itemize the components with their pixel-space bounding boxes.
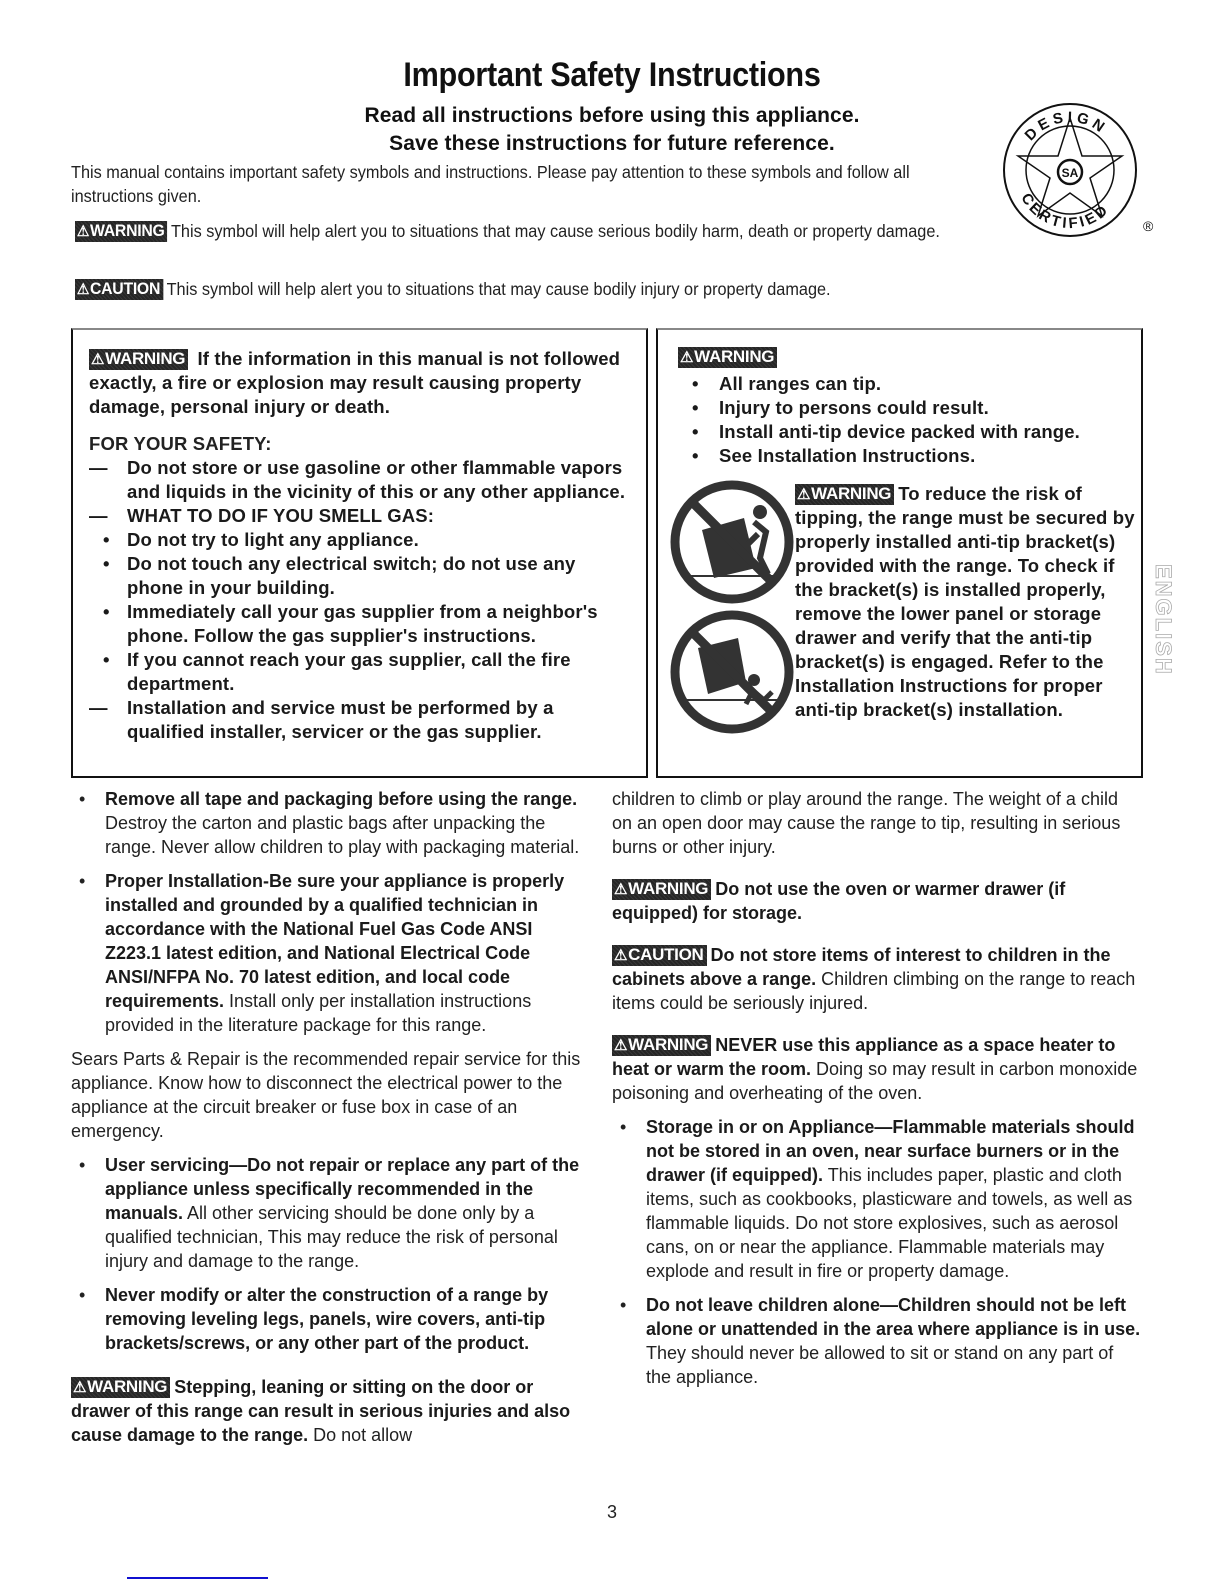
list-item-proper-installation: • Proper Installation-Be sure your appliance is properly installed and grounded by a qualified technician in accordance with the National Fuel Gas Code ANSI Z223.1 latest edition, and National Electrical Code ANSI/NFPA No. 70 latest edition, and local code requirements. Install only per installation instructions provided in the literature package for this range. <box>79 871 565 1035</box>
warning-badge: ⚠WARNING <box>612 879 711 900</box>
for-your-safety-heading: FOR YOUR SAFETY: <box>89 433 272 454</box>
warning-badge: ⚠WARNING <box>89 349 188 370</box>
warning-triangle-icon: ⚠ <box>76 223 90 240</box>
language-tab-english: ENGLISH <box>1151 564 1176 676</box>
stepping-warning: ⚠WARNING Stepping, leaning or sitting on the door or drawer of this range can result in serious injuries and also cause damage to the range. Do not allow <box>71 1377 571 1445</box>
subtitle-save: Save these instructions for future reference. <box>389 132 835 155</box>
list-item-never-modify: • Never modify or alter the construction of a range by removing leveling legs, panels, wire covers, anti-tip brackets/screws, or any other part of the product. <box>79 1285 549 1353</box>
list-item: • See Installation Instructions. <box>692 445 976 466</box>
warning-badge: ⚠WARNING <box>71 1377 170 1398</box>
list-item: • Do not try to light any appliance. <box>103 529 419 550</box>
design-certified-star-icon <box>998 98 1158 248</box>
warning-triangle-icon: ⚠ <box>614 947 628 964</box>
left-column <box>71 787 591 1447</box>
svg-text:®: ® <box>1143 218 1154 234</box>
page-number: 3 <box>606 1502 617 1522</box>
caution-badge: ⚠CAUTION <box>612 945 707 966</box>
list-item: • Immediately call your gas supplier from a neighbor's phone. Follow the gas supplier's instructions. <box>103 601 598 646</box>
list-item-remove-packaging: • Remove all tape and packaging before using the range. Destroy the carton and plastic bags after unpacking the range. Never allow children to play with packaging material. <box>79 789 580 857</box>
list-item-children-alone: • Do not leave children alone—Children should not be left alone or unattended in the area where appliance is in use. They should never be allowed to sit or stand on any part of the appliance. <box>620 1295 1141 1387</box>
list-item: • Injury to persons could result. <box>692 397 989 418</box>
warning-badge: ⚠WARNING <box>795 484 894 505</box>
list-item: — Do not store or use gasoline or other flammable vapors and liquids in the vicinity of this or any other appliance. <box>89 457 626 502</box>
design-certified-logo <box>998 98 1158 248</box>
list-item: — WHAT TO DO IF YOU SMELL GAS: <box>89 505 435 526</box>
warning-triangle-icon: ⚠ <box>73 1379 87 1396</box>
page-title: Important Safety Instructions <box>403 56 821 94</box>
children-climb-continuation: children to climb or play around the range. The weight of a child on an open door may cause the range to tip, resulting in serious burns or other injury. <box>612 789 1121 857</box>
warning-triangle-icon: ⚠ <box>91 351 105 368</box>
gas-warning-box <box>71 328 648 778</box>
svg-text:SA: SA <box>1061 166 1079 180</box>
tipping-range-falling-icon <box>668 608 796 736</box>
anti-tip-bracket-warning: ⚠WARNING To reduce the risk of tipping, the range must be secured by properly installed anti-tip bracket(s) provided with the range. To check if the bracket(s) is installed properly, remove the lower panel or storage drawer and verify that the anti-tip bracket(s) is engaged. Refer to the Installation Instructions for proper anti-tip bracket(s) installation. <box>795 483 1135 720</box>
caution-badge: ⚠CAUTION <box>75 279 163 300</box>
svg-text:DESIGN: DESIGN <box>1021 108 1111 145</box>
warning-triangle-icon: ⚠ <box>614 1037 628 1054</box>
subtitle-read: Read all instructions before using this appliance. <box>364 104 860 127</box>
list-item-user-servicing: • User servicing—Do not repair or replace any part of the appliance unless specifically recommended in the manuals. All other servicing should be done only by a qualified technician, This may reduce the risk of personal injury and damage to the range. <box>79 1155 580 1271</box>
intro-text: This manual contains important safety symbols and instructions. Please pay attention to these symbols and follow all instructions given. <box>71 162 910 206</box>
warning-triangle-icon: ⚠ <box>680 349 694 366</box>
list-item-storage-in-appliance: • Storage in or on Appliance—Flammable materials should not be stored in an oven, near surface burners or in the drawer (if equipped). This includes paper, plastic and cloth items, such as cookbooks, plasticware and towels, as well as flammable liquids. Do not store explosives, such as aerosol cans, on or near the appliance. Flammable materials may explode and result in fire or property damage. <box>620 1117 1135 1281</box>
svg-text:CERTIFIED: CERTIFIED <box>1017 190 1114 233</box>
warning-badge: ⚠WARNING <box>75 221 167 242</box>
gas-warning-lead: ⚠WARNING If the information in this manual is not followed exactly, a fire or explosion may result causing property damage, personal injury or death. <box>89 348 621 417</box>
footer-link-underline <box>127 1577 268 1579</box>
list-item: • All ranges can tip. <box>692 373 882 394</box>
warning-symbol-legend: ⚠WARNING This symbol will help alert you to situations that may cause serious bodily harm, death or property damage. <box>76 221 940 241</box>
sears-repair-paragraph: Sears Parts & Repair is the recommended repair service for this appliance. Know how to disconnect the electrical power to the appliance at the circuit breaker or fuse box in case of an emergency. <box>71 1049 581 1141</box>
list-item: • If you cannot reach your gas supplier, call the fire department. <box>103 649 571 694</box>
warning-triangle-icon: ⚠ <box>76 281 90 298</box>
list-item: • Do not touch any electrical switch; do not use any phone in your building. <box>103 553 576 598</box>
warning-badge: ⚠WARNING <box>612 1035 711 1056</box>
anti-tip-warning-heading <box>678 347 781 368</box>
right-column <box>612 787 1142 1389</box>
list-item: • Install anti-tip device packed with range. <box>692 421 1080 442</box>
gas-safety-list <box>89 456 629 744</box>
warning-badge: ⚠WARNING <box>678 347 777 368</box>
caution-symbol-legend: ⚠CAUTION This symbol will help alert you to situations that may cause bodily injury or property damage. <box>76 279 831 299</box>
list-item: — Installation and service must be performed by a qualified installer, servicer or the gas supplier. <box>89 697 554 742</box>
anti-tip-bullets <box>680 372 1130 468</box>
cabinet-caution: ⚠CAUTION Do not store items of interest to children in the cabinets above a range. Children climbing on the range to reach items could be seriously injured. <box>612 945 1136 1013</box>
space-heater-warning: ⚠WARNING NEVER use this appliance as a space heater to heat or warm the room. Doing so may result in carbon monoxide poisoning and overheating of the oven. <box>612 1035 1138 1103</box>
warning-triangle-icon: ⚠ <box>614 881 628 898</box>
anti-tip-warning-box <box>656 328 1143 778</box>
tipping-range-climbing-child-icon <box>668 478 796 606</box>
warning-triangle-icon: ⚠ <box>797 486 811 503</box>
storage-oven-warning: ⚠WARNING Do not use the oven or warmer drawer (if equipped) for storage. <box>612 879 1066 923</box>
